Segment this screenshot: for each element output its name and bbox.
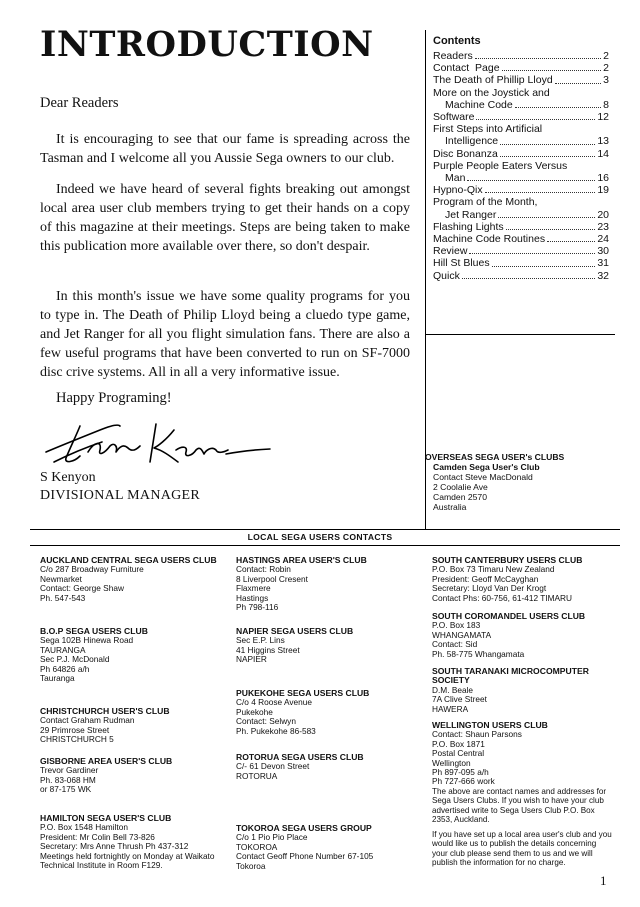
club-detail-line: or 87-175 WK (40, 784, 92, 795)
club-detail-line: 29 Primrose Street (40, 724, 110, 735)
toc-dot-leader (555, 83, 602, 84)
toc-item (433, 135, 609, 147)
club-detail-line: Wellington (432, 757, 471, 768)
club-detail-line: P.O. Box 73 Timaru New Zealand (432, 564, 555, 575)
toc-item-title: Review (433, 245, 468, 258)
toc-dot-leader (475, 58, 601, 59)
club-detail-line: 41 Higgins Street (236, 644, 300, 655)
overseas-line: Camden 2570 (433, 492, 487, 502)
club-detail-line: C/- 61 Devon Street (236, 761, 310, 772)
club-entry (432, 556, 622, 603)
toc-page-number: 8 (603, 98, 609, 111)
letter-paragraph-2: Indeed we have heard of several fights breaking out amongst local area user club members trying to get their hands on a copy of this magazine at their meetings. Steps are being taken to make this publication more available over there, so don't despair. (40, 182, 410, 254)
section-rule-top (30, 529, 620, 530)
club-detail-line: Tokoroa (236, 860, 266, 871)
club-detail-line: ROTORUA (236, 770, 278, 781)
letter-paragraph-3: In this month's issue we have some quality programs for you to type in. The Death of Philip Lloyd being a cluedo type game, and Jet Ranger for all you flight simulation fans. There are also a few useful programs that have been converted to run on SF-7000 disc crive systems. All in all a very informative issue. (40, 289, 410, 380)
club-detail-line: Sega 102B Hinewa Road (40, 635, 134, 646)
club-entry (40, 707, 230, 745)
toc-page-number: 16 (597, 172, 609, 185)
note-paragraph: The above are contact names and addresses for Sega Users Clubs. If you wish to have your club advertised write to Sega Users Club P.O. Box 2353, Auckland. (432, 787, 607, 824)
toc-page-number: 13 (597, 135, 609, 148)
toc-page-number: 32 (597, 269, 609, 282)
club-detail-line: President: Geoff McCayghan (432, 573, 539, 584)
club-detail-line: Secretary: Mrs Anne Thrush Ph 437-312 (40, 841, 189, 852)
salutation: Dear Readers (40, 95, 119, 111)
club-detail-line: Trevor Gardiner (40, 765, 99, 776)
toc-page-number: 3 (603, 74, 609, 87)
toc-page-number: 20 (597, 208, 609, 221)
club-detail-line: Ph 798-116 (236, 602, 279, 613)
club-entry (40, 757, 230, 795)
club-detail-line: Contact: Shaun Parsons (432, 729, 522, 740)
toc-item (433, 172, 609, 184)
toc-page-number: 12 (597, 111, 609, 124)
club-detail-line: C/o 1 Pio Pio Place (236, 832, 308, 843)
toc-page-number: 2 (603, 62, 609, 75)
toc-item-title: Hypno-Qix (433, 184, 483, 197)
toc-dot-leader (476, 119, 595, 120)
club-name: TOKOROA SEGA USERS GROUP (236, 823, 372, 833)
club-detail-line: Tauranga (40, 673, 75, 684)
club-name: SOUTH CANTERBURY USERS CLUB (432, 555, 583, 565)
club-detail-line: Ph. 547-543 (40, 592, 86, 603)
club-entry (236, 556, 426, 612)
club-name: AUCKLAND CENTRAL SEGA USERS CLUB (40, 555, 217, 565)
toc-item (433, 221, 609, 233)
signature-image (40, 416, 290, 470)
toc-dot-leader (547, 241, 595, 242)
toc-item (433, 50, 609, 62)
club-detail-line: HAWERA (432, 703, 469, 714)
toc-item (433, 62, 609, 74)
toc-item-title: Hill St Blues (433, 257, 490, 270)
toc-page-number: 24 (597, 233, 609, 246)
contents-list (433, 50, 609, 282)
club-detail-line: CHRISTCHURCH 5 (40, 734, 114, 745)
toc-dot-leader (485, 192, 596, 193)
toc-item-title: Machine Code Routines (433, 233, 546, 246)
toc-dot-leader (467, 180, 595, 181)
club-detail-line: Contact: Robin (236, 564, 291, 575)
toc-item (433, 245, 609, 257)
club-detail-line: C/o 4 Roose Avenue (236, 697, 312, 708)
club-detail-line: Contact: Sid (432, 639, 478, 650)
signatory-role: DIVISIONAL MANAGER (40, 488, 201, 503)
club-entry (236, 689, 426, 736)
club-entry (432, 667, 622, 714)
club-detail-line: D.M. Beale (432, 684, 474, 695)
overseas-clubs (425, 452, 625, 512)
club-detail-line: Ph 64826 a/h (40, 663, 90, 674)
club-entry (40, 556, 230, 603)
club-entry (236, 824, 426, 871)
contents-title: Contents (433, 35, 481, 47)
club-name: B.O.P SEGA USERS CLUB (40, 626, 148, 636)
club-entry (236, 627, 426, 665)
club-detail-line: Ph 727-666 work (432, 776, 495, 787)
club-detail-line: P.O. Box 1548 Hamilton (40, 822, 128, 833)
club-name: CHRISTCHURCH USER'S CLUB (40, 706, 170, 716)
club-detail-line: Secretary: Lloyd Van Der Krogt (432, 583, 547, 594)
club-entry (432, 612, 622, 659)
club-detail-line: Pukekohe (236, 706, 273, 717)
club-name: SOUTH COROMANDEL USERS CLUB (432, 611, 586, 621)
letter-paragraph-1: It is encouraging to see that our fame is spreading across the Tasman and I welcome all you Aussie Sega owners to our club. (40, 132, 410, 166)
toc-dot-leader (515, 107, 601, 108)
toc-item (433, 74, 609, 86)
club-detail-line: 8 Liverpool Cresent (236, 573, 308, 584)
club-entry (236, 753, 426, 781)
club-detail-line: Sec E.P. Lins (236, 635, 285, 646)
toc-dot-leader (500, 144, 595, 145)
toc-item-title: First Steps into Artificial (433, 123, 543, 136)
toc-item (433, 233, 609, 245)
club-detail-line: NAPIER (236, 654, 267, 665)
toc-item-title: Intelligence (445, 135, 499, 148)
club-name: SOUTH TARANAKI MICROCOMPUTER SOCIETY (432, 666, 589, 686)
club-detail-line: Ph. 58-775 Whangamata (432, 648, 525, 659)
toc-page-number: 23 (597, 220, 609, 233)
club-detail-line: Ph. Pukekohe 86-583 (236, 725, 316, 736)
section-rule-bottom (30, 545, 620, 546)
note-paragraph: If you have set up a local area user's club and you would like us to publish the details concerning your club please send them to us and we will publish the information for no charge. (432, 830, 612, 868)
club-detail-line: Flaxmere (236, 583, 271, 594)
toc-dot-leader (492, 266, 596, 267)
toc-item-title: Program of the Month, (433, 196, 538, 209)
club-detail-line: Contact: George Shaw (40, 583, 124, 594)
toc-item (433, 257, 609, 269)
club-detail-line: TAURANGA (40, 644, 86, 655)
toc-item-title: Readers (433, 50, 473, 62)
club-detail-line: Sec P.J. McDonald (40, 654, 110, 665)
toc-page-number: 30 (597, 245, 609, 258)
club-detail-line: Contact: Selwyn (236, 716, 296, 727)
contents-bottom-rule (425, 334, 615, 335)
club-detail-line: C/o 287 Broadway Furniture (40, 564, 144, 575)
signatory-name: S Kenyon (40, 470, 96, 485)
toc-item-title: Disc Bonanza (433, 147, 498, 160)
signoff: Happy Programing! (56, 390, 172, 406)
club-detail-line: 7A Clive Street (432, 694, 487, 705)
toc-item-title: Flashing Lights (433, 220, 504, 233)
club-entry (40, 814, 230, 870)
toc-page-number: 2 (603, 50, 609, 62)
club-detail-line: Ph. 83-068 HM (40, 774, 96, 785)
club-entry (432, 721, 622, 787)
club-detail-line: Meetings held fortnightly on Monday at Waikato (40, 850, 215, 861)
toc-dot-leader (462, 278, 595, 279)
toc-dot-leader (502, 70, 602, 71)
toc-dot-leader (498, 217, 595, 218)
club-name: PUKEKOHE SEGA USERS CLUB (236, 688, 370, 698)
club-name: GISBORNE AREA USER'S CLUB (40, 756, 173, 766)
club-detail-line: Contact Graham Rudman (40, 715, 135, 726)
local-contacts-heading: LOCAL SEGA USERS CONTACTS (247, 532, 393, 542)
toc-item-title: Contact Page (433, 62, 500, 75)
overseas-line: Contact Steve MacDonald (433, 472, 533, 482)
toc-item-title: More on the Joystick and (433, 86, 550, 99)
overseas-club-name: Camden Sega User's Club (433, 462, 540, 472)
toc-item (433, 209, 609, 221)
toc-dot-leader (469, 253, 595, 254)
toc-item (433, 111, 609, 123)
overseas-line: Australia (433, 502, 467, 512)
toc-item-title: Software (433, 111, 475, 124)
toc-item-title: Quick (433, 269, 460, 282)
toc-item-title: Man (445, 172, 466, 185)
contacts-note (432, 787, 612, 873)
club-name: HASTINGS AREA USER'S CLUB (236, 555, 367, 565)
toc-item (433, 270, 609, 282)
club-detail-line: Newmarket (40, 573, 82, 584)
club-detail-line: TOKOROA (236, 841, 278, 852)
club-detail-line: WHANGAMATA (432, 629, 492, 640)
toc-item (433, 99, 609, 111)
club-detail-line: Contact Geoff Phone Number 67-105 (236, 851, 374, 862)
toc-item-title: Purple People Eaters Versus (433, 159, 568, 172)
club-name: HAMILTON SEGA USER'S CLUB (40, 813, 172, 823)
toc-item-title: Jet Ranger (445, 208, 497, 221)
club-detail-line: Technical Institute in Room F129. (40, 860, 163, 871)
club-name: NAPIER SEGA USERS CLUB (236, 626, 354, 636)
club-detail-line: P.O. Box 1871 (432, 738, 485, 749)
club-detail-line: Hastings (236, 592, 269, 603)
contents-box (433, 35, 609, 282)
club-detail-line: Ph 897-095 a/h (432, 767, 489, 778)
toc-page-number: 19 (597, 184, 609, 197)
toc-item-title: Machine Code (445, 98, 513, 111)
page-number: 1 (600, 873, 607, 888)
club-detail-line: Postal Central (432, 748, 485, 759)
overseas-line: 2 Coolalie Ave (433, 482, 488, 492)
club-entry (40, 627, 230, 683)
toc-item (433, 184, 609, 196)
toc-page-number: 14 (597, 147, 609, 160)
toc-dot-leader (506, 229, 596, 230)
club-detail-line: P.O. Box 183 (432, 620, 481, 631)
toc-item-title: The Death of Phillip Lloyd (433, 74, 553, 87)
club-detail-line: President: Mr Colin Bell 73-826 (40, 831, 155, 842)
page-title: INTRODUCTION (40, 24, 374, 65)
overseas-heading: OVERSEAS SEGA USER's CLUBS (425, 452, 565, 462)
toc-item (433, 148, 609, 160)
club-name: ROTORUA SEGA USERS CLUB (236, 752, 364, 762)
club-detail-line: Contact Phs: 60-756, 61-412 TIMARU (432, 592, 573, 603)
club-name: WELLINGTON USERS CLUB (432, 720, 548, 730)
toc-dot-leader (500, 156, 596, 157)
toc-page-number: 31 (597, 257, 609, 270)
